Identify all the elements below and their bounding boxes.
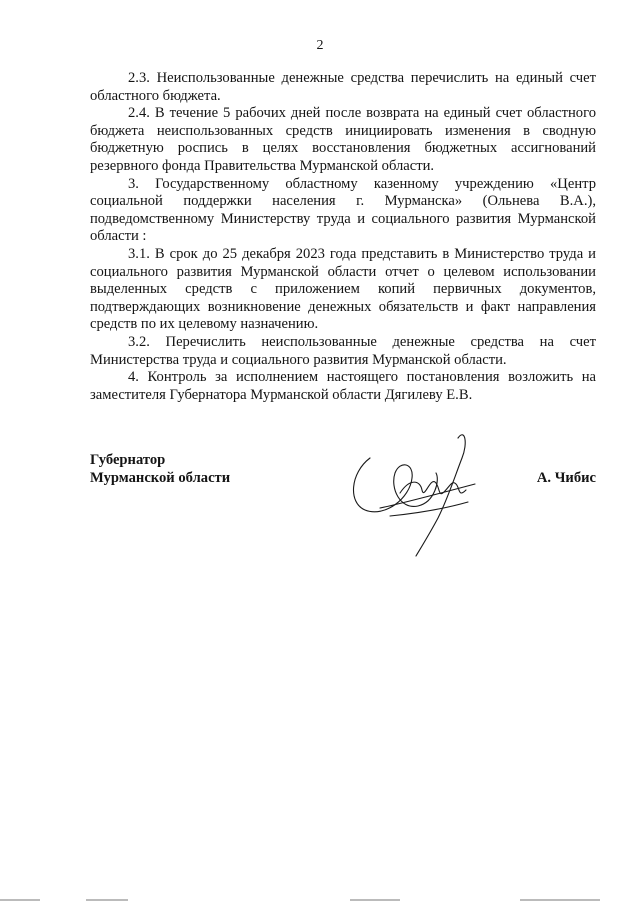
signatory-name: А. Чибис: [536, 470, 596, 486]
paragraph-2-4: 2.4. В течение 5 рабочих дней после возврата на единый счет областного бюджета неиспользованных средств инициировать изменения в сводную бюджетную роспись в целях восстановления бюджетных ассигнований резервного фонда Правительства Мурманской области.: [90, 105, 596, 174]
footer-scan-marks: [0, 896, 640, 906]
paragraph-4: 4. Контроль за исполнением настоящего постановления возложить на заместителя Губернатора Мурманской области Дягилеву Е.В.: [90, 369, 596, 403]
page-number: 2: [316, 38, 324, 53]
paragraph-3: 3. Государственному областному казенному учреждению «Центр социальной поддержки населения г. Мурманска» (Ольнева В.А.), подведомственному Министерству труда и социального развития Мурманской области :: [90, 175, 596, 245]
signatory-title-line2: Мурманской области: [90, 469, 231, 486]
signatory-title-line1: Губернатор: [90, 452, 166, 468]
paragraph-3-1: 3.1. В срок до 25 декабря 2023 года представить в Министерство труда и социального развития Мурманской области отчет о целевом использовании выделенных средств с приложением копий первичных документов, подтверждающих возникновение денежных обязательств и факт направления средств по их целевому назначению.: [90, 245, 596, 333]
paragraph-3-2: 3.2. Перечислить неиспользованные денежные средства на счет Министерства труда и социального развития Мурманской области.: [90, 333, 596, 368]
handwritten-signature: [340, 418, 500, 563]
paragraph-2-3: 2.3. Неиспользованные денежные средства перечислить на единый счет областного бюджета.: [90, 70, 596, 104]
document-body: [90, 70, 596, 404]
signatory-title: [90, 452, 230, 487]
